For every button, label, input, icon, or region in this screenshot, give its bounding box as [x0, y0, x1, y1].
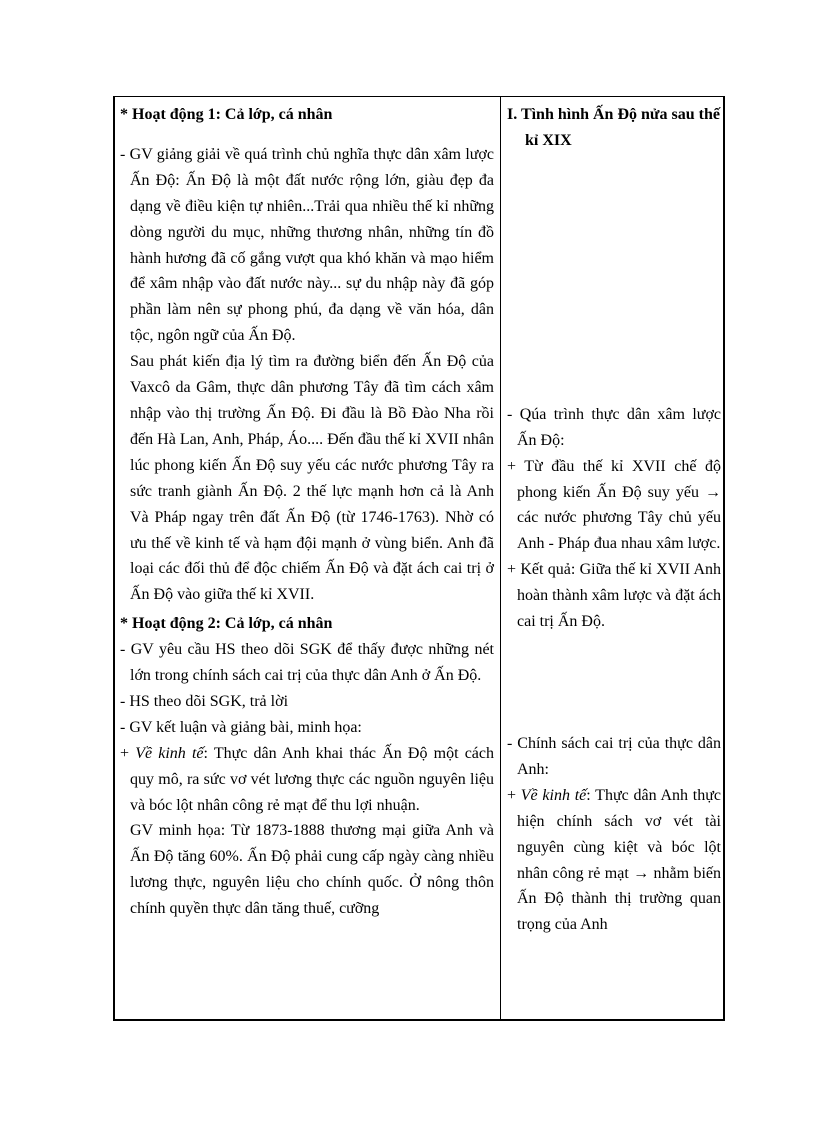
activity-2-illustration: GV minh họa: Từ 1873-1888 thương mại giữa Anh và Ấn Độ tăng 60%. Ấn Độ phải cung cấp ngày càng nhiều lương thực, nguyên liệu cho chính quốc. Ở nông thôn chính quyền thực dân tăng thuế, cưỡng: [130, 822, 494, 918]
activity-2-conclusion: - GV kết luận và giảng bài, minh họa:: [120, 718, 362, 736]
content-column: [507, 102, 721, 938]
activities-column: [120, 102, 494, 922]
activity-2-heading: * Hoạt động 2: Cả lớp, cá nhân: [120, 615, 333, 633]
lesson-table: [113, 96, 725, 1021]
activity-1-history: Sau phát kiến địa lý tìm ra đường biển đến Ấn Độ của Vaxcô da Gâm, thực dân phương Tây đã tìm cách xâm nhập vào thị trường Ấn Độ. Đi đầu là Bồ Đào Nha rồi đến Hà Lan, Anh, Pháp, Áo.... Đến đầu thế kỉ XVII nhân lúc phong kiến Ấn Độ suy yếu các nước phương Tây ra sức tranh giành Ấn Độ. 2 thế lực mạnh hơn cả là Anh Và Pháp ngay trên đất Ấn Độ (từ 1746-1763). Nhờ có ưu thế về kinh tế và hạm đội mạnh ở vùng biển. Anh đã loại các đối thủ để độc chiếm Ấn Độ và đặt ách cai trị ở Ấn Độ vào giữa thế kỉ XVII.: [130, 353, 494, 604]
column-divider: [500, 96, 501, 1019]
activity-2-task: - GV yêu cầu HS theo dõi SGK để thấy được những nét lớn trong chính sách cai trị của thực dân Anh ở Ấn Độ.: [120, 641, 494, 685]
invasion-result: + Kết quả: Giữa thế kỉ XVII Anh hoàn thành xâm lược và đặt ách cai trị Ấn Độ.: [507, 561, 721, 631]
activity-1-explanation: - GV giảng giải về quá trình chủ nghĩa thực dân xâm lược Ấn Độ: Ấn Độ là một đất nước rộng lớn, giàu đẹp đa dạng về điều kiện tự nhiên...Trải qua nhiều thế kỉ những dòng người du mục, những thương nhân, những tín đồ hành hương đã cố gắng vượt qua khó khăn và mạo hiểm để xâm nhập vào đất nước này... sự du nhập này đã góp phần làm nên sự phong phú, đa dạng về văn hóa, dân tộc, ngôn ngữ của Ấn Độ.: [120, 145, 494, 345]
activity-2-response: - HS theo dõi SGK, trả lời: [120, 692, 289, 710]
activity-1-heading: * Hoạt động 1: Cả lớp, cá nhân: [120, 106, 333, 123]
rule-policy: - Chính sách cai trị của thực dân Anh:: [507, 734, 721, 778]
rule-economy: + Về kinh tế: Thực dân Anh thực hiện chính sách vơ vét tài nguyên cùng kiệt và bóc lột nhân công rẻ mạt → nhằm biến Ấn Độ thành thị trường quan trọng của Anh: [507, 786, 721, 934]
invasion-process: - Qúa trình thực dân xâm lược Ấn Độ:: [507, 405, 721, 449]
invasion-cause: + Từ đầu thế kỉ XVII chế độ phong kiến Ấn Độ suy yếu → các nước phương Tây chủ yếu Anh - Pháp đua nhau xâm lược.: [507, 457, 721, 553]
section-heading: I. Tình hình Ấn Độ nửa sau thế kỉ XIX: [507, 106, 720, 149]
activity-2-economy: + Về kinh tế: Thực dân Anh khai thác Ấn Độ một cách quy mô, ra sức vơ vét lương thực các nguồn nguyên liệu và bóc lột nhân công rẻ mạt để thu lợi nhuận.: [120, 744, 495, 814]
